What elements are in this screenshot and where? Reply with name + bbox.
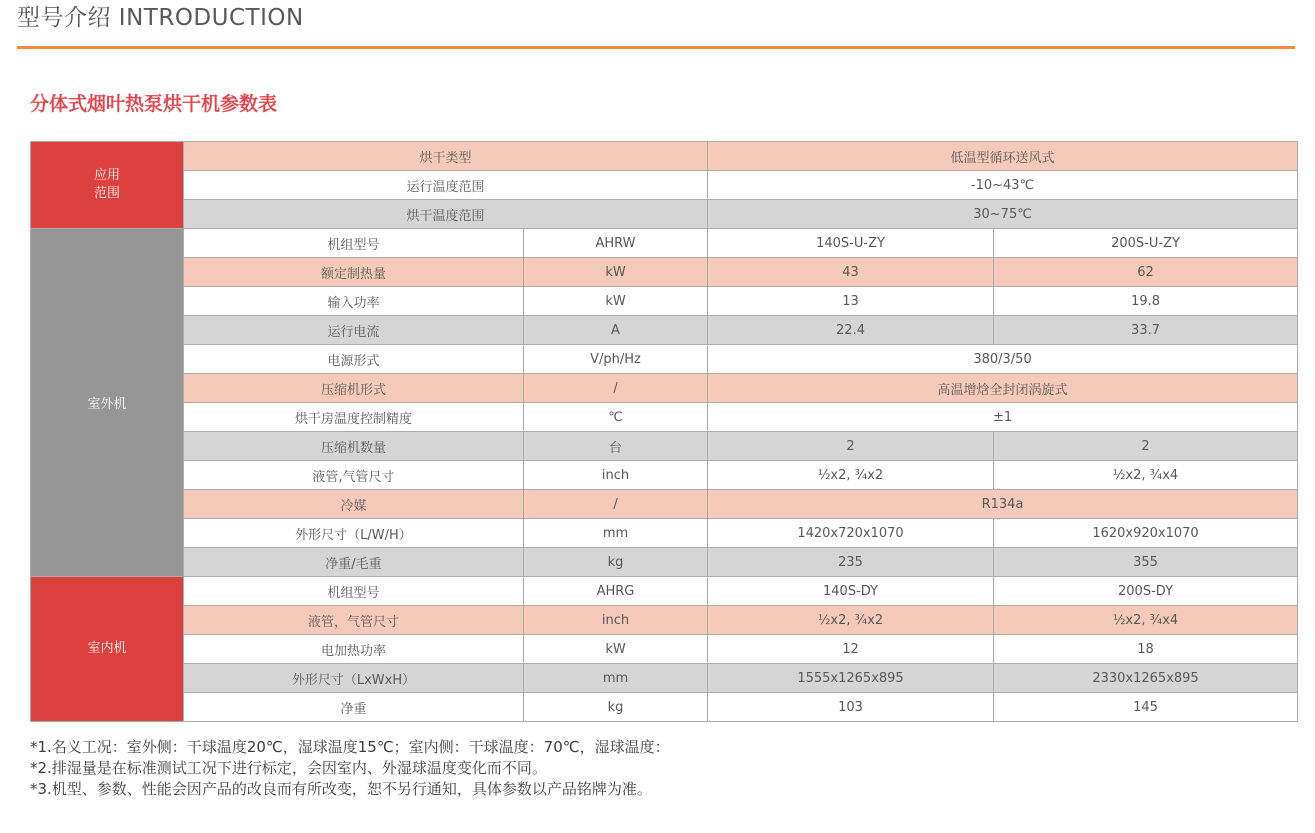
param-unit-cell: kW [524, 258, 708, 287]
param-unit-cell: / [524, 374, 708, 403]
value-cell-140s: 140S-DY [708, 577, 994, 606]
param-name-cell: 烘干温度范围 [184, 200, 708, 229]
value-cell-140s: 43 [708, 258, 994, 287]
param-name-cell: 机组型号 [184, 229, 524, 258]
param-name-cell: 输入功率 [184, 287, 524, 316]
table-row [31, 171, 1298, 200]
section-label-line: 范围 [93, 186, 120, 201]
table-row [31, 316, 1298, 345]
table-row [31, 142, 1298, 171]
spec-table [30, 141, 1298, 722]
param-unit-cell: kW [524, 287, 708, 316]
table-row [31, 287, 1298, 316]
param-name-cell: 液管,气管尺寸 [184, 461, 524, 490]
table-row [31, 664, 1298, 693]
param-unit-cell: AHRW [524, 229, 708, 258]
param-name-cell: 烘干类型 [184, 142, 708, 171]
value-cell-merged: ±1 [708, 403, 1298, 432]
value-cell-merged: 低温型循环送风式 [708, 142, 1298, 171]
value-cell-200s: 33.7 [994, 316, 1298, 345]
value-cell-140s: 235 [708, 548, 994, 577]
param-unit-cell: kW [524, 635, 708, 664]
spec-table-title: 分体式烟叶热泵烘干机参数表 [30, 93, 278, 115]
value-cell-merged: 380/3/50 [708, 345, 1298, 374]
value-cell-140s: 140S-U-ZY [708, 229, 994, 258]
value-cell-200s: 2330x1265x895 [994, 664, 1298, 693]
value-cell-200s: 19.8 [994, 287, 1298, 316]
param-name-cell: 运行温度范围 [184, 171, 708, 200]
value-cell-merged: 30~75℃ [708, 200, 1298, 229]
param-name-cell: 外形尺寸（L/W/H） [184, 519, 524, 548]
param-name-cell: 烘干房温度控制精度 [184, 403, 524, 432]
param-unit-cell: kg [524, 548, 708, 577]
value-cell-140s: 103 [708, 693, 994, 722]
value-cell-200s: 1620x920x1070 [994, 519, 1298, 548]
param-name-cell: 外形尺寸（LxWxH） [184, 664, 524, 693]
param-name-cell: 冷媒 [184, 490, 524, 519]
param-unit-cell: kg [524, 693, 708, 722]
param-name-cell: 运行电流 [184, 316, 524, 345]
param-unit-cell: inch [524, 606, 708, 635]
value-cell-200s: 2 [994, 432, 1298, 461]
footnote-line: *1.名义工况：室外侧：干球温度20℃，湿球温度15℃；室内侧：干球温度：70℃，湿球温度： [30, 738, 670, 756]
footnote-line: *3.机型、参数、性能会因产品的改良而有所改变，恕不另行通知，具体参数以产品铭牌为准。 [30, 780, 652, 798]
param-name-cell: 电源形式 [184, 345, 524, 374]
table-row [31, 258, 1298, 287]
table-row [31, 635, 1298, 664]
value-cell-140s: ½x2, ¾x2 [708, 461, 994, 490]
param-name-cell: 压缩机形式 [184, 374, 524, 403]
value-cell-140s: 1555x1265x895 [708, 664, 994, 693]
param-unit-cell: mm [524, 664, 708, 693]
value-cell-140s: 13 [708, 287, 994, 316]
table-row [31, 403, 1298, 432]
section-cell-indoor-unit: 室内机 [31, 577, 184, 722]
param-unit-cell: inch [524, 461, 708, 490]
page-title: 型号介绍 INTRODUCTION [17, 5, 304, 31]
value-cell-140s: 12 [708, 635, 994, 664]
param-name-cell: 液管，气管尺寸 [184, 606, 524, 635]
table-row [31, 432, 1298, 461]
param-name-cell: 电加热功率 [184, 635, 524, 664]
value-cell-merged: R134a [708, 490, 1298, 519]
value-cell-200s: 200S-U-ZY [994, 229, 1298, 258]
table-row [31, 490, 1298, 519]
value-cell-200s: 355 [994, 548, 1298, 577]
param-unit-cell: ℃ [524, 403, 708, 432]
section-label-line: 应用 [93, 168, 120, 183]
value-cell-140s: 22.4 [708, 316, 994, 345]
value-cell-140s: 2 [708, 432, 994, 461]
table-row [31, 461, 1298, 490]
table-row [31, 200, 1298, 229]
table-row [31, 519, 1298, 548]
param-unit-cell: 台 [524, 432, 708, 461]
table-row [31, 229, 1298, 258]
footnote-line: *2.排湿量是在标准测试工况下进行标定，会因室内、外湿球温度变化而不同。 [30, 759, 547, 777]
param-unit-cell: A [524, 316, 708, 345]
value-cell-200s: 18 [994, 635, 1298, 664]
param-name-cell: 压缩机数量 [184, 432, 524, 461]
param-name-cell: 净重/毛重 [184, 548, 524, 577]
value-cell-140s: 1420x720x1070 [708, 519, 994, 548]
param-name-cell: 机组型号 [184, 577, 524, 606]
value-cell-200s: ½x2, ¾x4 [994, 606, 1298, 635]
table-row [31, 374, 1298, 403]
param-unit-cell: AHRG [524, 577, 708, 606]
value-cell-merged: 高温增焓全封闭涡旋式 [708, 374, 1298, 403]
table-row [31, 577, 1298, 606]
section-cell-outdoor-unit: 室外机 [31, 229, 184, 577]
value-cell-140s: ½x2, ¾x2 [708, 606, 994, 635]
param-name-cell: 额定制热量 [184, 258, 524, 287]
footnotes-block [30, 737, 1315, 800]
section-cell-application-range [31, 142, 184, 229]
table-row [31, 606, 1298, 635]
table-row [31, 548, 1298, 577]
param-unit-cell: V/ph/Hz [524, 345, 708, 374]
value-cell-200s: 62 [994, 258, 1298, 287]
param-unit-cell: / [524, 490, 708, 519]
table-row [31, 345, 1298, 374]
value-cell-200s: ½x2, ¾x4 [994, 461, 1298, 490]
table-row [31, 693, 1298, 722]
value-cell-200s: 200S-DY [994, 577, 1298, 606]
value-cell-merged: -10~43℃ [708, 171, 1298, 200]
header-divider-rule [17, 46, 1295, 49]
param-name-cell: 净重 [184, 693, 524, 722]
value-cell-200s: 145 [994, 693, 1298, 722]
param-unit-cell: mm [524, 519, 708, 548]
